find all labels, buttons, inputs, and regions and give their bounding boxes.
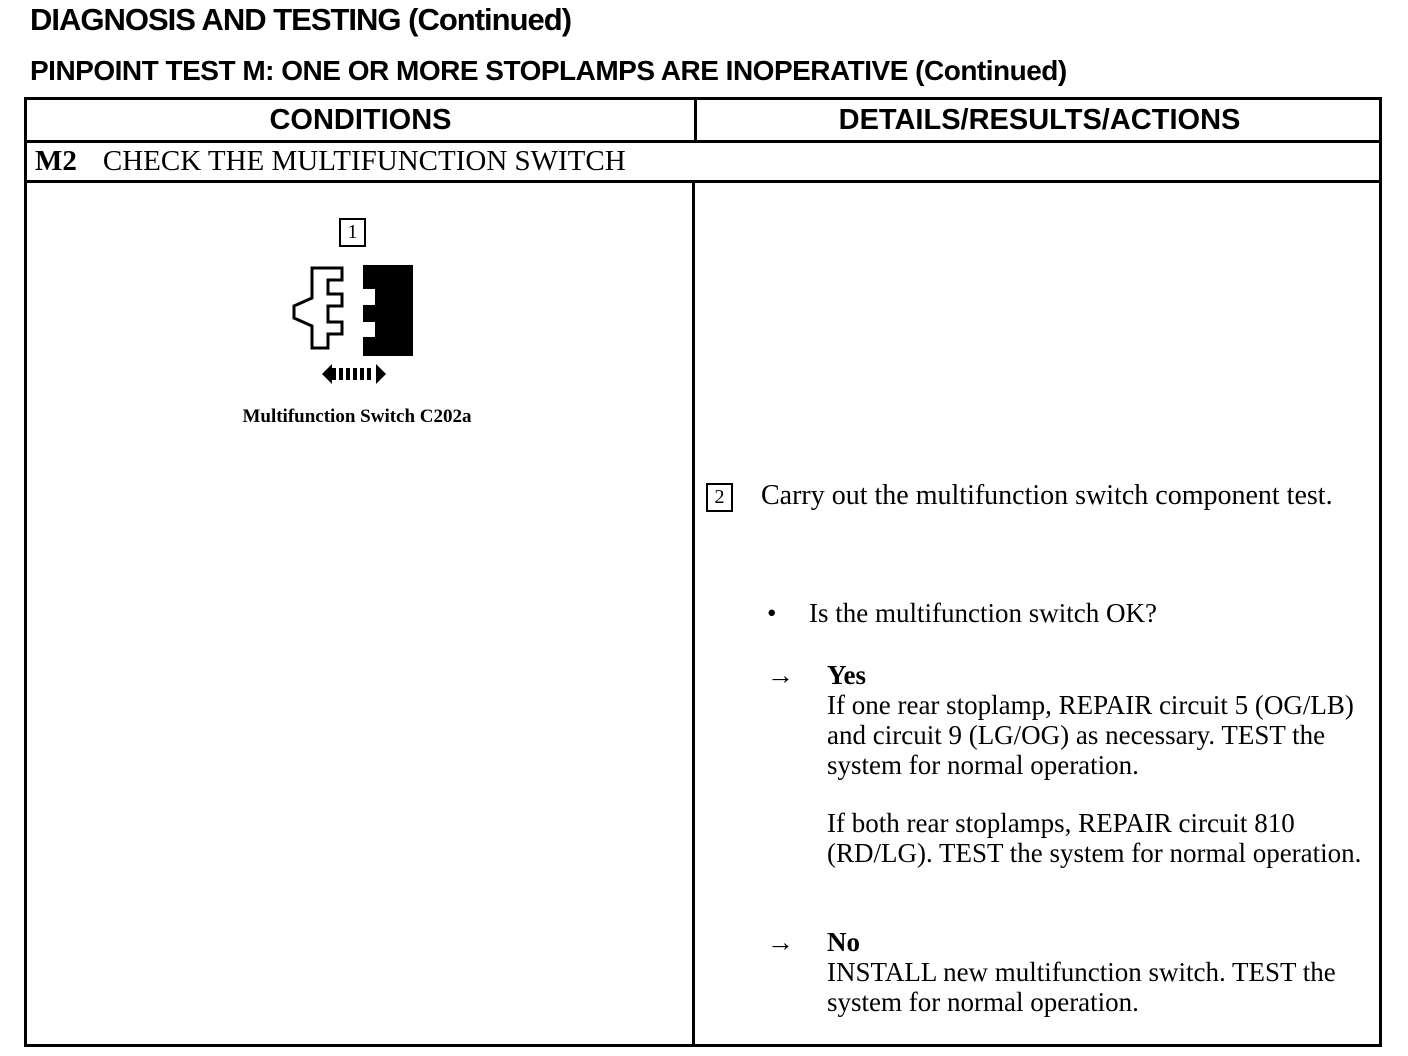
action-text: Carry out the multifunction switch component test. [761,480,1333,511]
pinpoint-test-title: PINPOINT TEST M: ONE OR MORE STOPLAMPS ARE INOPERATIVE (Continued) [30,55,1067,86]
step-row-divider [27,180,1379,183]
connector-female-half [294,268,342,348]
disconnect-arrow-icon [322,364,386,384]
header-divider [27,140,1379,143]
no-text: INSTALL new multifunction switch. TEST the system for normal operation. [827,957,1336,1017]
callout-box-2: 2 [706,483,733,512]
column-header-conditions: CONDITIONS [269,104,452,136]
diagram-caption: Multifunction Switch C202a [242,406,472,427]
question-item [767,598,1157,629]
bullet-icon: • [767,598,777,628]
question-text: Is the multifunction switch OK? [809,598,1157,628]
pinpoint-test-table [24,97,1382,1047]
page-title: DIAGNOSIS AND TESTING (Continued) [30,2,572,37]
connector-male-half [364,266,412,355]
no-label: No [827,927,860,957]
connector-icon [282,218,432,393]
arrow-right-icon: → [767,660,794,690]
yes-text-both-stoplamps: If both rear stoplamps, REPAIR circuit 810 (RD/LG). TEST the system for normal operation. [827,808,1362,868]
step-title: CHECK THE MULTIFUNCTION SWITCH [102,145,626,177]
column-header-details: DETAILS/RESULTS/ACTIONS [838,104,1241,136]
arrow-right-icon: → [767,927,794,957]
connector-diagram [282,218,432,393]
yes-label: Yes [827,660,866,690]
step-code: M2 [35,145,77,177]
step-row [35,145,626,178]
yes-text-one-stoplamp: If one rear stoplamp, REPAIR circuit 5 (OG/LB) and circuit 9 (LG/OG) as necessary. TEST the system for normal operation. [827,690,1354,780]
action-step-2 [706,480,1333,512]
body-column-divider [692,180,695,1044]
callout-box-1: 1 [339,218,366,247]
